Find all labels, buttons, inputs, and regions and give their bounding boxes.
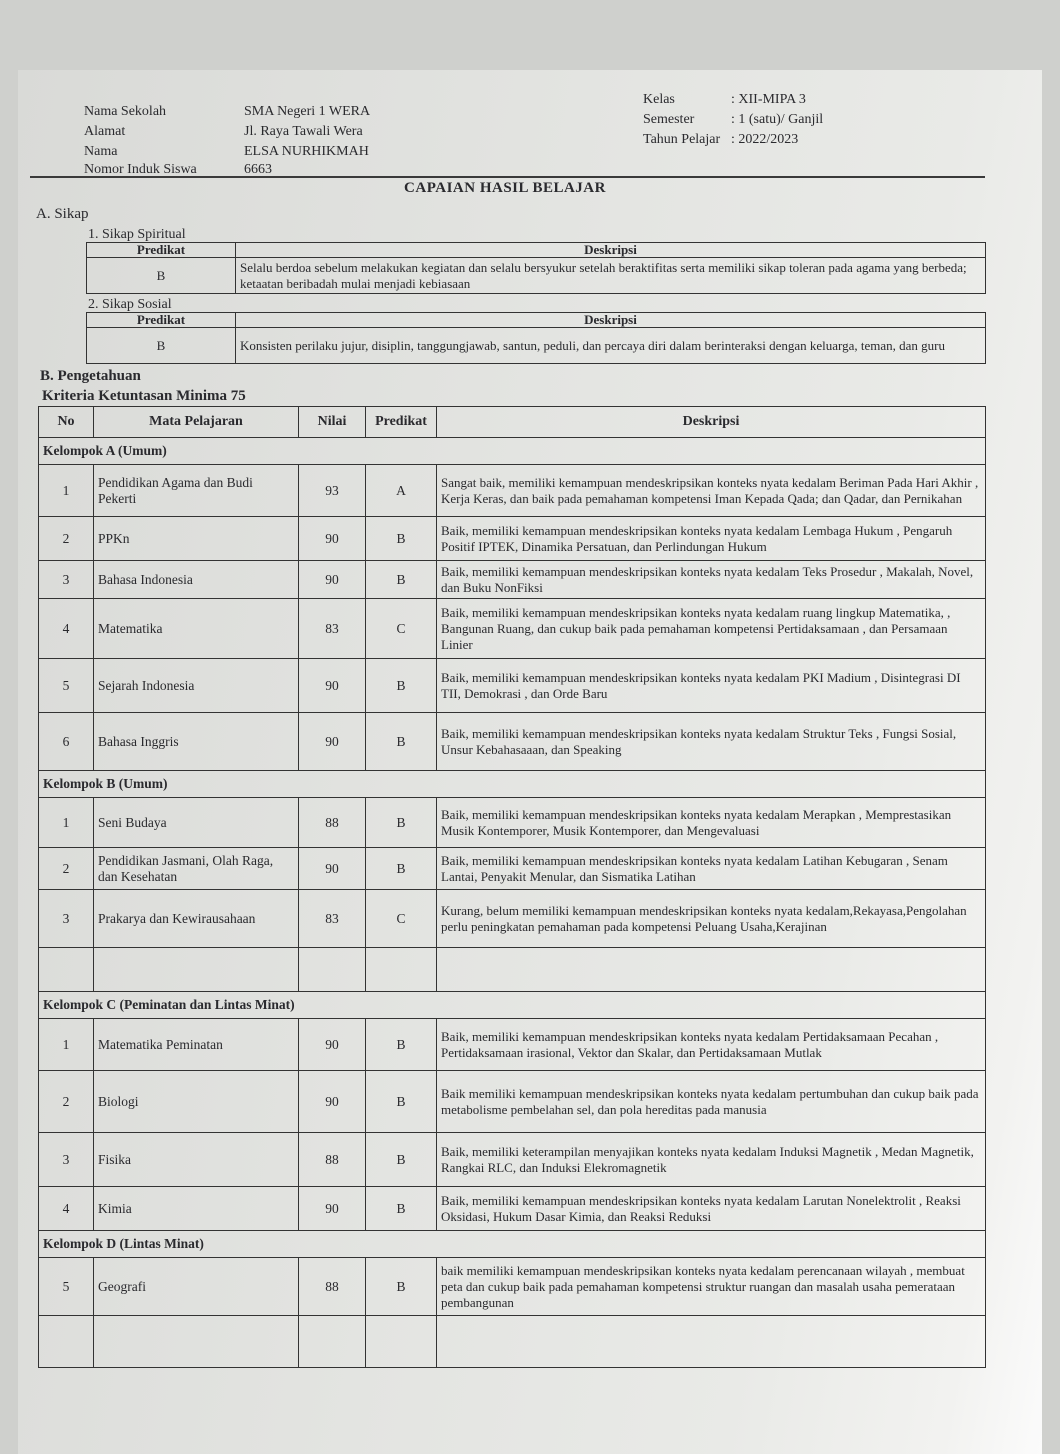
header-label: Alamat [84, 124, 126, 139]
cell-no: 5 [39, 659, 94, 713]
sikap-spiritual-table [86, 242, 986, 294]
cell-mata-pelajaran: Geografi [94, 1258, 299, 1316]
table-row [39, 659, 986, 713]
table-row [39, 517, 986, 561]
cell-predikat: B [366, 1071, 437, 1133]
page-title: CAPAIAN HASIL BELAJAR [404, 180, 606, 196]
table-row [39, 1019, 986, 1071]
header-label: Kelas [643, 92, 675, 107]
header-label: Nama Sekolah [84, 104, 167, 119]
cell-nilai [299, 948, 366, 992]
section-pengetahuan-heading: B. Pengetahuan [40, 368, 141, 384]
cell-predikat: B [366, 1019, 437, 1071]
header-label: Nama [84, 144, 118, 159]
table-row [39, 713, 986, 771]
cell-nilai: 90 [299, 713, 366, 771]
cell-mata-pelajaran: Matematika [94, 599, 299, 659]
header-label: Nomor Induk Siswa [84, 162, 197, 177]
table-row [39, 890, 986, 948]
cell-deskripsi: Baik memiliki kemampuan mendeskripsikan konteks nyata kedalam pertumbuhan dan cukup baik pada metabolisme pembelahan sel, dan pola hereditas pada manusia [437, 1071, 986, 1133]
cell-deskripsi: Sangat baik, memiliki kemampuan mendeskripsikan konteks nyata kedalam Beriman Pada Hari Akhir , Kerja Keras, dan baik pada pemahaman kompetensi Iman Kepada Qada; dan Qadar, dan Pernikahan [437, 465, 986, 517]
sosial-predikat: B [87, 328, 236, 364]
header-value: : XII-MIPA 3 [731, 92, 806, 107]
group-title: Kelompok B (Umum) [39, 771, 986, 798]
cell-mata-pelajaran: Bahasa Indonesia [94, 561, 299, 599]
cell-deskripsi: baik memiliki kemampuan mendeskripsikan konteks nyata kedalam perencanaan wilayah , membuat peta dan cukup baik pada pemahaman kompetensi struktur ruangan dan masalah usaha pemerataan pembangunan [437, 1258, 986, 1316]
cell-nilai: 90 [299, 517, 366, 561]
table-row [39, 599, 986, 659]
cell-predikat: B [366, 1258, 437, 1316]
table-row [39, 1258, 986, 1316]
cell-no [39, 948, 94, 992]
cell-mata-pelajaran [94, 948, 299, 992]
cell-deskripsi: Baik, memiliki kemampuan mendeskripsikan konteks nyata kedalam Teks Prosedur , Makalah, Novel, dan Buku NonFiksi [437, 561, 986, 599]
group-title: Kelompok C (Peminatan dan Lintas Minat) [39, 992, 986, 1019]
header-label: Semester [643, 112, 695, 127]
header-value: : 1 (satu)/ Ganjil [731, 112, 824, 127]
cell-predikat: C [366, 890, 437, 948]
header-row-class [643, 92, 806, 108]
cell-nilai: 83 [299, 890, 366, 948]
group-title: Kelompok D (Lintas Minat) [39, 1231, 986, 1258]
cell-predikat: C [366, 599, 437, 659]
cell-no: 3 [39, 1133, 94, 1187]
cell-no [39, 1316, 94, 1368]
cell-mata-pelajaran: Matematika Peminatan [94, 1019, 299, 1071]
cell-no: 3 [39, 561, 94, 599]
cell-nilai: 83 [299, 599, 366, 659]
cell-deskripsi: Baik, memiliki kemampuan mendeskripsikan konteks nyata kedalam PKI Madium , Disintegrasi DI TII, Demokrasi , dan Orde Baru [437, 659, 986, 713]
spiritual-deskripsi: Selalu berdoa sebelum melakukan kegiatan dan selalu bersyukur setelah beraktifitas serta memiliki sikap toleran pada agama yang berbeda; ketaatan beribadah mulai menjadi kebiasaan [236, 258, 986, 294]
cell-mata-pelajaran: PPKn [94, 517, 299, 561]
cell-predikat [366, 1316, 437, 1368]
cell-deskripsi: Baik, memiliki kemampuan mendeskripsikan konteks nyata kedalam ruang lingkup Matematika, , Bangunan Ruang, dan cukup baik pada pemahaman kompetensi Pertidaksamaan , dan Persamaan Linier [437, 599, 986, 659]
col-deskripsi: Deskripsi [236, 243, 986, 258]
cell-nilai: 90 [299, 848, 366, 890]
cell-deskripsi: Kurang, belum memiliki kemampuan mendeskripsikan konteks nyata kedalam,Rekayasa,Pengolahan perlu peningkatan pemahaman pada kompetensi Peluang Usaha,Kerajinan [437, 890, 986, 948]
cell-mata-pelajaran: Pendidikan Jasmani, Olah Raga, dan Kesehatan [94, 848, 299, 890]
header-row-name [84, 144, 369, 160]
table-row [39, 798, 986, 848]
cell-predikat: B [366, 713, 437, 771]
group-row [39, 992, 986, 1019]
cell-mata-pelajaran: Bahasa Inggris [94, 713, 299, 771]
header-value: : 2022/2023 [731, 132, 799, 147]
cell-no: 2 [39, 848, 94, 890]
cell-deskripsi [437, 1316, 986, 1368]
cell-nilai: 88 [299, 1133, 366, 1187]
cell-deskripsi: Baik, memiliki kemampuan mendeskripsikan konteks nyata kedalam Lembaga Hukum , Pengaruh Positif IPTEK, Dinamika Persatuan, dan Perlindungan Hukum [437, 517, 986, 561]
cell-predikat: B [366, 561, 437, 599]
sosial-deskripsi: Konsisten perilaku jujur, disiplin, tanggungjawab, santun, peduli, dan percaya diri dalam berinteraksi dengan keluarga, teman, dan guru [236, 328, 986, 364]
table-row [39, 948, 986, 992]
table-row [39, 561, 986, 599]
cell-nilai: 90 [299, 1187, 366, 1231]
cell-predikat: B [366, 659, 437, 713]
group-row [39, 438, 986, 465]
group-title: Kelompok A (Umum) [39, 438, 986, 465]
cell-deskripsi: Baik, memiliki kemampuan mendeskripsikan konteks nyata kedalam Struktur Teks , Fungsi Sosial, Unsur Kebahasaaan, dan Speaking [437, 713, 986, 771]
header-row-year [643, 132, 798, 148]
col-deskripsi: Deskripsi [437, 407, 986, 438]
cell-no: 4 [39, 1187, 94, 1231]
cell-mata-pelajaran: Pendidikan Agama dan Budi Pekerti [94, 465, 299, 517]
cell-predikat: B [366, 848, 437, 890]
header-value: Jl. Raya Tawali Wera [244, 124, 363, 139]
cell-deskripsi: Baik, memiliki keterampilan menyajikan konteks nyata kedalam Induksi Magnetik , Medan Magnetik, Rangkai RLC, dan Induksi Elekromagnetik [437, 1133, 986, 1187]
cell-no: 5 [39, 1258, 94, 1316]
header-value: SMA Negeri 1 WERA [244, 104, 371, 119]
cell-nilai: 93 [299, 465, 366, 517]
sikap-sosial-heading: 2. Sikap Sosial [88, 297, 172, 312]
cell-deskripsi [437, 948, 986, 992]
cell-predikat: B [366, 517, 437, 561]
cell-predikat [366, 948, 437, 992]
table-row [39, 848, 986, 890]
cell-no: 2 [39, 517, 94, 561]
cell-predikat: B [366, 798, 437, 848]
cell-deskripsi: Baik, memiliki kemampuan mendeskripsikan konteks nyata kedalam Latihan Kebugaran , Senam Lantai, Penyakit Menular, dan Sismatika Latihan [437, 848, 986, 890]
cell-no: 3 [39, 890, 94, 948]
header-row-school [84, 104, 370, 120]
group-row [39, 771, 986, 798]
table-row [39, 1316, 986, 1368]
cell-mata-pelajaran: Seni Budaya [94, 798, 299, 848]
table-row [39, 1187, 986, 1231]
cell-no: 1 [39, 798, 94, 848]
cell-nilai [299, 1316, 366, 1368]
header-value: 6663 [244, 162, 272, 177]
table-row [39, 1133, 986, 1187]
table-row [39, 465, 986, 517]
sikap-sosial-table [86, 312, 986, 364]
group-row [39, 1231, 986, 1258]
cell-deskripsi: Baik, memiliki kemampuan mendeskripsikan konteks nyata kedalam Pertidaksamaan Pecahan , Pertidaksamaan irasional, Vektor dan Skalar, dan Pertidaksamaan Mutlak [437, 1019, 986, 1071]
header-divider [30, 176, 985, 178]
section-sikap-heading: A. Sikap [36, 206, 89, 222]
col-deskripsi: Deskripsi [236, 313, 986, 328]
cell-nilai: 90 [299, 1071, 366, 1133]
cell-deskripsi: Baik, memiliki kemampuan mendeskripsikan konteks nyata kedalam Larutan Nonelektrolit , Reaksi Oksidasi, Hukum Dasar Kimia, dan Reaksi Reduksi [437, 1187, 986, 1231]
grades-table [38, 406, 986, 1368]
cell-predikat: A [366, 465, 437, 517]
header-label: Tahun Pelajar [643, 132, 721, 147]
col-predikat: Predikat [87, 313, 236, 328]
kkm-label: Kriteria Ketuntasan Minima 75 [42, 388, 246, 404]
cell-mata-pelajaran: Fisika [94, 1133, 299, 1187]
cell-mata-pelajaran: Kimia [94, 1187, 299, 1231]
cell-nilai: 88 [299, 1258, 366, 1316]
table-row [39, 1071, 986, 1133]
cell-predikat: B [366, 1187, 437, 1231]
col-nilai: Nilai [299, 407, 366, 438]
col-mata-pelajaran: Mata Pelajaran [94, 407, 299, 438]
sikap-spiritual-heading: 1. Sikap Spiritual [88, 227, 186, 242]
cell-deskripsi: Baik, memiliki kemampuan mendeskripsikan konteks nyata kedalam Merapkan , Memprestasikan Musik Kontemporer, Musik Kontemporer, dan Mengevaluasi [437, 798, 986, 848]
cell-nilai: 88 [299, 798, 366, 848]
cell-mata-pelajaran: Biologi [94, 1071, 299, 1133]
cell-mata-pelajaran: Sejarah Indonesia [94, 659, 299, 713]
cell-no: 1 [39, 465, 94, 517]
cell-nilai: 90 [299, 659, 366, 713]
cell-nilai: 90 [299, 561, 366, 599]
header-row-semester [643, 112, 823, 128]
col-predikat: Predikat [366, 407, 437, 438]
header-value: ELSA NURHIKMAH [244, 144, 369, 159]
cell-no: 1 [39, 1019, 94, 1071]
spiritual-predikat: B [87, 258, 236, 294]
header-row-address [84, 124, 363, 140]
cell-mata-pelajaran [94, 1316, 299, 1368]
cell-mata-pelajaran: Prakarya dan Kewirausahaan [94, 890, 299, 948]
cell-predikat: B [366, 1133, 437, 1187]
col-no: No [39, 407, 94, 438]
cell-no: 6 [39, 713, 94, 771]
cell-nilai: 90 [299, 1019, 366, 1071]
cell-no: 2 [39, 1071, 94, 1133]
col-predikat: Predikat [87, 243, 236, 258]
cell-no: 4 [39, 599, 94, 659]
